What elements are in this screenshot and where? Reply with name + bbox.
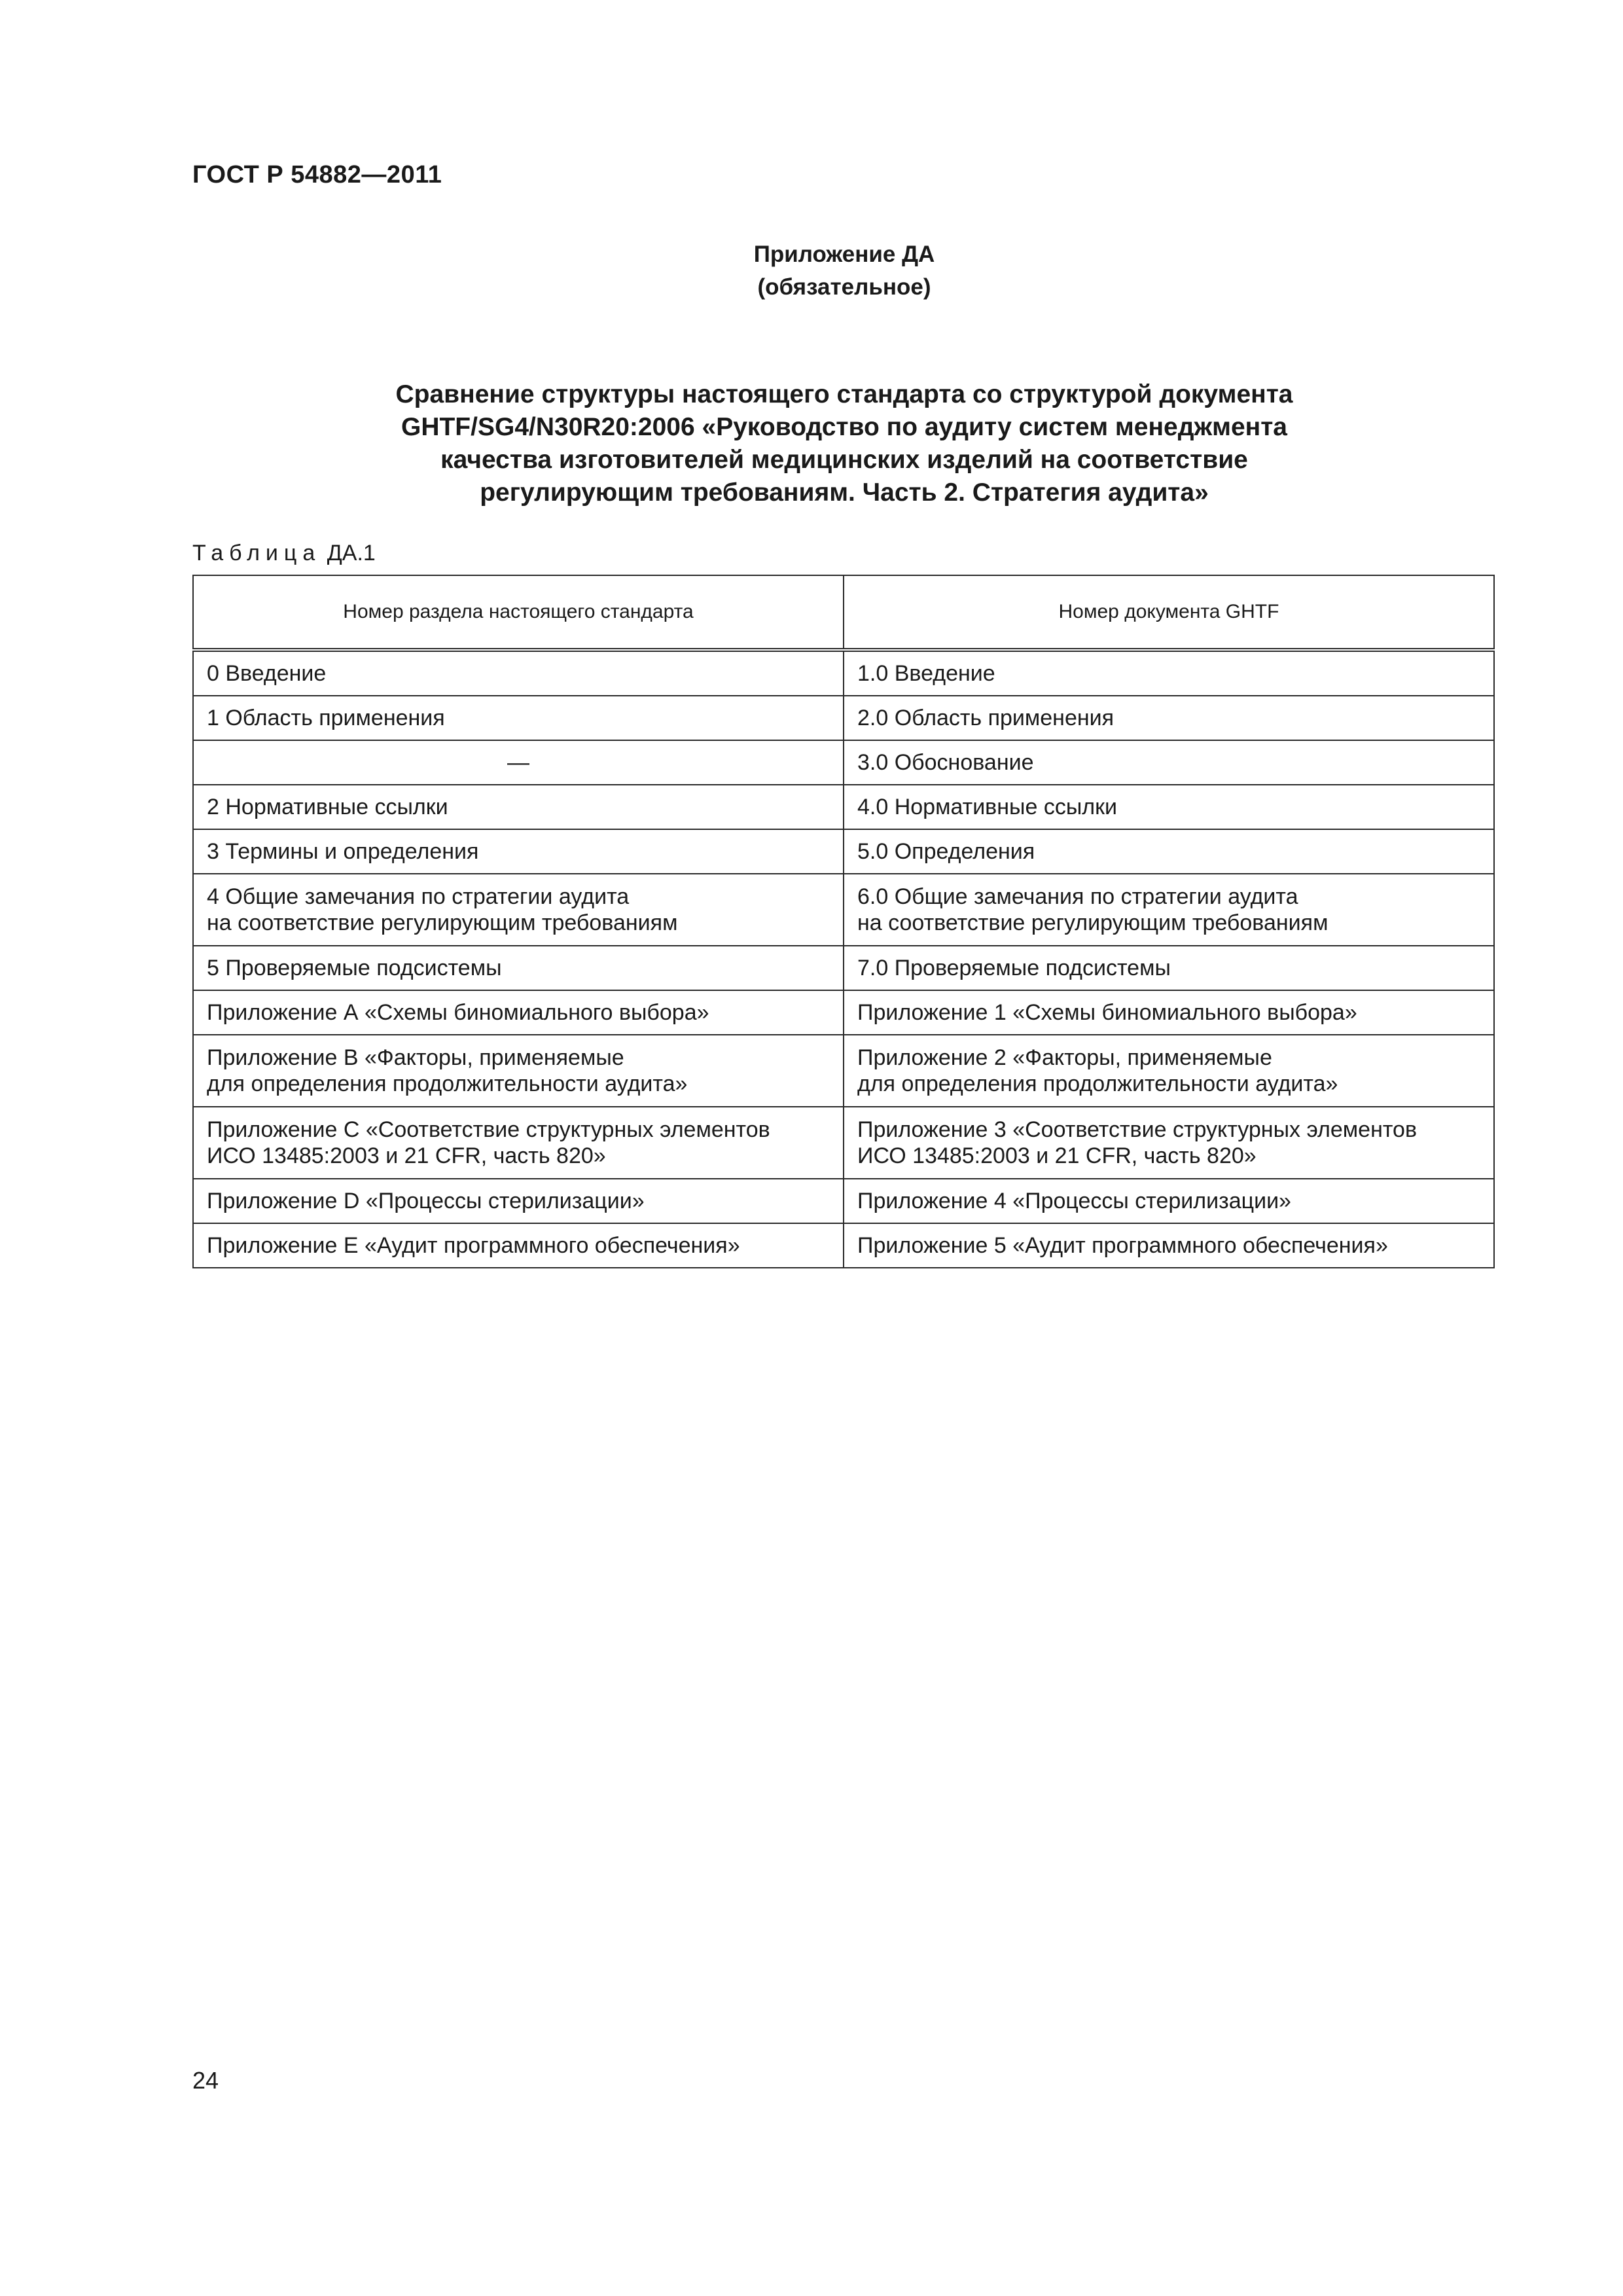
cell-standard-section [193,1179,844,1223]
cell-text-line: Приложение А «Схемы биномиального выбора» [207,1000,709,1025]
cell-standard-section [193,1035,844,1107]
cell-standard-section [193,874,844,946]
table-row [193,696,1494,740]
cell-ghtf-section [844,696,1494,740]
cell-standard-section [193,946,844,990]
cell-text-line: ИСО 13485:2003 и 21 CFR, часть 820» [207,1143,606,1168]
title-line: Сравнение структуры настоящего стандарта со структурой документа [395,380,1293,408]
cell-text-line: 6.0 Общие замечания по стратегии аудита [857,884,1298,909]
table-row [193,990,1494,1035]
table-row [193,785,1494,829]
cell-ghtf-section [844,1107,1494,1179]
cell-ghtf-section [844,829,1494,874]
cell-text-line: Приложение С «Соответствие структурных элементов [207,1117,770,1142]
table-caption-number: ДА.1 [327,541,376,565]
cell-ghtf-section [844,1179,1494,1223]
cell-text-line: 1 Область применения [207,706,445,730]
cell-text-line: Приложение В «Факторы, применяемые [207,1045,624,1070]
cell-text-line: на соответствие регулирующим требованиям [207,910,678,935]
title-line: качества изготовителей медицинских изделий на соответствие [440,446,1248,474]
cell-text-line: Приложение 5 «Аудит программного обеспечения» [857,1233,1388,1258]
cell-text-line: для определения продолжительности аудита» [857,1071,1338,1096]
title-line: GHTF/SG4/N30R20:2006 «Руководство по аудиту систем менеджмента [401,413,1287,441]
cell-text-line: Приложение D «Процессы стерилизации» [207,1189,645,1213]
cell-text-line: Приложение Е «Аудит программного обеспечения» [207,1233,740,1258]
cell-text-line: 4.0 Нормативные ссылки [857,795,1117,819]
comparison-table [192,575,1495,1268]
appendix-heading [0,238,1623,304]
page-number: 24 [192,2067,219,2094]
table-caption-word: Таблица [192,541,321,565]
cell-ghtf-section [844,1035,1494,1107]
cell-ghtf-section [844,874,1494,946]
cell-text-line: 5 Проверяемые подсистемы [207,956,502,980]
cell-text-line: 4 Общие замечания по стратегии аудита [207,884,630,909]
table-row [193,1035,1494,1107]
header-cell-standard: Номер раздела настоящего стандарта [193,575,844,650]
table-row [193,874,1494,946]
appendix-title: Приложение ДА [753,242,935,267]
comparison-title [275,378,1414,509]
cell-ghtf-section [844,650,1494,696]
cell-text-line: на соответствие регулирующим требованиям [857,910,1329,935]
table-row [193,1223,1494,1268]
table-body [193,650,1494,1268]
cell-text-line: ИСО 13485:2003 и 21 CFR, часть 820» [857,1143,1257,1168]
cell-standard-section [193,829,844,874]
cell-text-line: 1.0 Введение [857,661,995,686]
cell-text-line: 2 Нормативные ссылки [207,795,448,819]
table-row [193,1107,1494,1179]
cell-ghtf-section [844,946,1494,990]
cell-text-line: 2.0 Область применения [857,706,1115,730]
table-row [193,1179,1494,1223]
cell-text-line: Приложение 3 «Соответствие структурных элементов [857,1117,1418,1142]
cell-standard-section [193,1107,844,1179]
cell-ghtf-section [844,740,1494,785]
cell-text-line: Приложение 1 «Схемы биномиального выбора» [857,1000,1357,1025]
cell-ghtf-section [844,785,1494,829]
header-cell-ghtf: Номер документа GHTF [844,575,1494,650]
cell-text-line: Приложение 2 «Факторы, применяемые [857,1045,1272,1070]
cell-ghtf-section [844,1223,1494,1268]
cell-text-line: 7.0 Проверяемые подсистемы [857,956,1171,980]
cell-standard-section [193,740,844,785]
table-row [193,740,1494,785]
table-row [193,946,1494,990]
cell-standard-section [193,1223,844,1268]
cell-standard-section [193,990,844,1035]
title-line: регулирующим требованиям. Часть 2. Стратегия аудита» [480,478,1209,507]
cell-text-line: для определения продолжительности аудита» [207,1071,688,1096]
cell-ghtf-section [844,990,1494,1035]
cell-text-line: 0 Введение [207,661,327,686]
cell-text-line: Приложение 4 «Процессы стерилизации» [857,1189,1291,1213]
cell-text-line: 3.0 Обоснование [857,750,1034,775]
cell-text-line: — [507,750,529,775]
cell-standard-section [193,696,844,740]
table-row [193,829,1494,874]
cell-text-line: 5.0 Определения [857,839,1035,864]
table-caption [192,541,376,566]
standard-code: ГОСТ Р 54882—2011 [192,161,442,188]
table-header-row [193,575,1494,650]
appendix-status: (обязательное) [757,274,931,300]
cell-standard-section [193,650,844,696]
cell-text-line: 3 Термины и определения [207,839,479,864]
cell-standard-section [193,785,844,829]
table-row [193,650,1494,696]
